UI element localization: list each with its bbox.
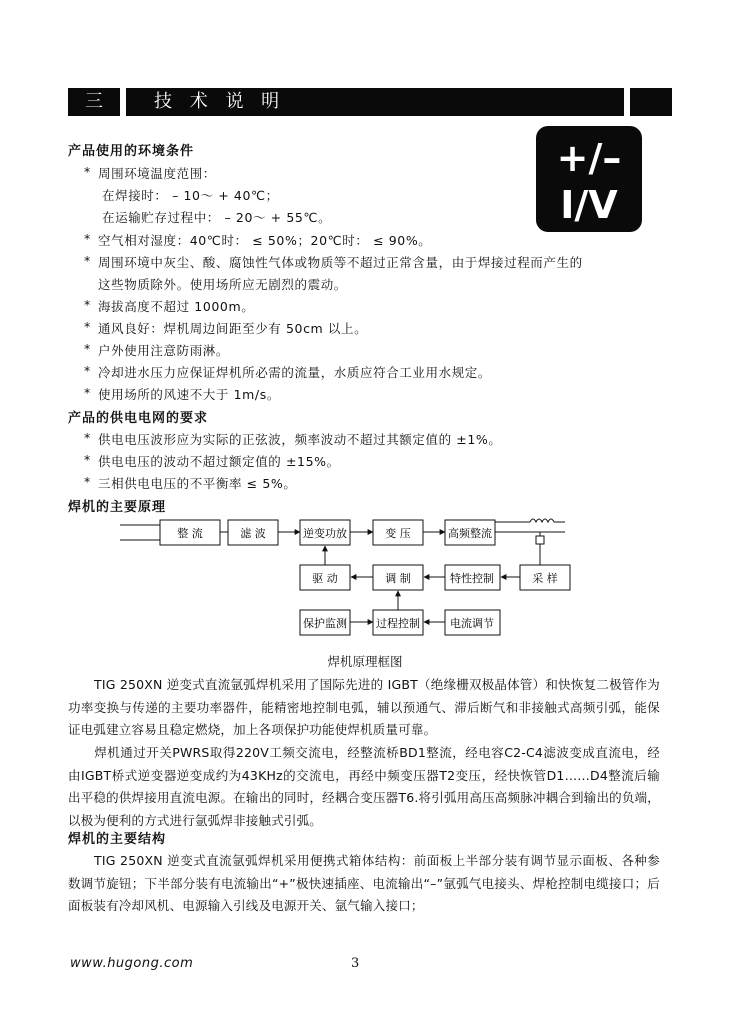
box-sample-label: 采 样: [532, 572, 558, 585]
plus-minus-iv-icon: [536, 126, 642, 232]
bullet-star: *: [84, 363, 91, 378]
env-item: 户外使用注意防雨淋。: [98, 343, 230, 358]
power-item: 供电电压波形应为实际的正弦波，频率波动不超过其额定值的 ±1%。: [98, 432, 502, 447]
box-transformer-label: 变 压: [385, 527, 411, 540]
bullet-star: *: [84, 297, 91, 312]
section-bar-end: [630, 88, 672, 116]
box-protect-label: 保护监测: [303, 617, 347, 630]
power-heading: 产品的供电电网的要求: [68, 411, 209, 426]
box-current-adjust-label: 电流调节: [450, 617, 494, 630]
icon-bottom-text: I/V: [560, 183, 618, 227]
inductor-icon: [530, 519, 554, 522]
page-number: 3: [351, 956, 360, 971]
bullet-star: *: [84, 452, 91, 467]
bullet-star: *: [84, 430, 91, 445]
env-item: 在运输贮存过程中： – 20～ + 55℃。: [102, 210, 332, 225]
principle-heading: 焊机的主要原理: [68, 500, 167, 515]
box-filter-label: 滤 波: [240, 527, 266, 540]
principle-para1-text: TIG 250XN 逆变式直流氩弧焊机采用了国际先进的 IGBT（绝缘栅双极晶体管）和快恢复二极管作为功率变换与传递的主要功率器件，能精密地控制电弧，辅以预通气、滞后断气和非接触式高频引弧，能保证电弧建立容易且稳定燃烧，加上各项保护功能使焊机质量可靠。: [68, 677, 660, 737]
env-item: 周围环境中灰尘、酸、腐蚀性气体或物质等不超过正常含量，由于焊接过程而产生的: [98, 255, 583, 270]
power-item: 三相供电电压的不平衡率 ≤ 5%。: [98, 476, 297, 491]
env-item: 在焊接时： – 10～ + 40℃；: [102, 188, 279, 203]
structure-para-text: TIG 250XN 逆变式直流氩弧焊机采用便携式箱体结构：前面板上半部分装有调节显示面板、各种参数调节旋钮；下半部分装有电流输出“+”极快速插座、电流输出“–”氩弧气电接头、焊枪控制电缆接口；后面板装有冷却风机、电源输入引线及电源开关、氩气输入接口；: [68, 853, 660, 913]
bullet-star: *: [84, 474, 91, 489]
power-item: 供电电压的波动不超过额定值的 ±15%。: [98, 454, 340, 469]
section-header: [68, 88, 672, 116]
bullet-star: *: [84, 253, 91, 268]
box-characteristic-label: 特性控制: [450, 572, 494, 585]
bullet-star: *: [84, 231, 91, 246]
principle-paragraph-1: [68, 674, 660, 742]
box-hf-rectify-label: 高频整流: [448, 527, 492, 540]
icon-top-text: +/–: [556, 136, 622, 180]
bullet-star: *: [84, 385, 91, 400]
box-inverter-label: 逆变功放: [303, 527, 347, 540]
sensor-icon: [536, 536, 544, 544]
bullet-star: *: [84, 319, 91, 334]
diagram-caption: 焊机原理框图: [327, 654, 403, 669]
box-process-label: 过程控制: [376, 617, 420, 630]
box-modulate-label: 调 制: [385, 572, 411, 585]
structure-heading: 焊机的主要结构: [68, 832, 167, 847]
principle-para2-text: 焊机通过开关PWRS取得220V工频交流电，经整流桥BD1整流，经电容C2-C4滤波变成直流电，经由IGBT桥式逆变器逆变成约为43KHz的交流电，再经中频变压器T2变压，经快恢管D1……D4整流后输出平稳的供焊接用直流电源。在输出的同时，经耦合变压器T6.将引弧用高压高频脉冲耦合到输出的负端，以极为便利的方式进行氩弧焊非接触式引弧。: [68, 745, 660, 828]
env-item: 海拔高度不超过 1000m。: [98, 299, 255, 314]
block-diagram: [120, 510, 580, 650]
box-rectify-label: 整 流: [177, 527, 203, 540]
env-item: 通风良好：焊机周边间距至少有 50cm 以上。: [98, 321, 368, 336]
section-number: 三: [68, 88, 120, 116]
env-heading: 产品使用的环境条件: [68, 144, 195, 159]
footer-url: www.hugong.com: [70, 956, 194, 971]
env-item: 空气相对湿度：40℃时： ≤ 50%；20℃时： ≤ 90%。: [98, 233, 432, 248]
env-item: 周围环境温度范围：: [98, 166, 216, 181]
structure-paragraph: [68, 850, 660, 918]
box-drive-label: 驱 动: [312, 572, 338, 585]
principle-paragraph-2: [68, 742, 660, 832]
bullet-star: *: [84, 164, 91, 179]
bullet-star: *: [84, 341, 91, 356]
env-item: 冷却进水压力应保证焊机所必需的流量，水质应符合工业用水规定。: [98, 365, 492, 380]
env-item: 使用场所的风速不大于 1m/s。: [98, 387, 280, 402]
section-title: 技 术 说 明: [126, 88, 624, 116]
env-item: 这些物质除外。使用场所应无剧烈的震动。: [98, 277, 347, 292]
